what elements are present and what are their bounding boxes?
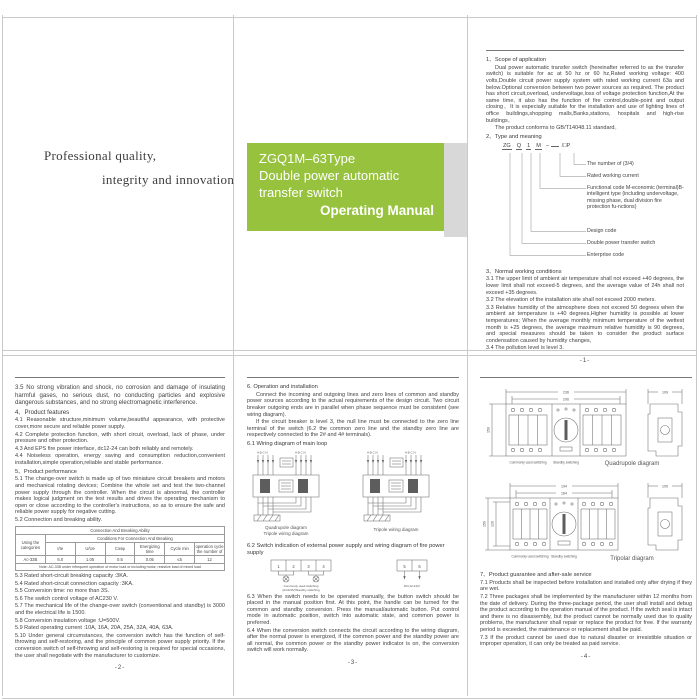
paragraph-5-8: 5.8 Conversion insulation voltage :U=500V. [15,617,121,624]
paragraph-5-3: 5.3 Rated short-circuit breaking capacity :3KA. [15,573,129,580]
dimension-outer-width: 236 [563,390,569,395]
section-4-title: 4、Product features [15,408,70,416]
page-header-rule [15,377,225,378]
type-label-number: The number of (3/4) [587,160,634,167]
model-blank [551,146,559,147]
cover-accent-strip [444,143,467,237]
drawing-caption: Quadrupole diagram [604,461,660,467]
dimension-height-inner: 126 [490,521,495,527]
terminal-wiring-diagram [247,558,459,594]
connection-breaking-table [15,526,225,571]
page-1 [486,50,684,365]
type-label-design: Design code [587,227,617,234]
model-part: – [545,142,550,149]
phase-labels: A B C N [367,450,378,455]
drawing-caption: Tripolar diagram [610,556,654,562]
type-label-function: Functional code M-economic (terminal)B-intelligent type (including undervoltage, missing phase, dual division fire protection fu-nctions) [587,184,684,211]
drawing-label-common: Commonly used switching [511,554,549,559]
cover-title-line2: Double power automatic [259,168,400,183]
grid-line [2,17,697,18]
drawing-label-common: Commonly used switching [509,460,547,465]
main-loop-wiring-diagram [247,449,459,541]
grid-line [2,698,697,699]
table-col-header: U/Ue [75,542,105,555]
dimension-inner-width: 164 [561,491,567,496]
terminal-number: 3 [307,563,310,569]
section-6-paragraph: Connect the incoming and outgoing lines and zero lines of common and standby power sources according to the actual requirements of the design circuit. Two circuit breaker outgoing ends are in parallel when phase sequence must be consistent (see wiring diagram). [247,391,459,418]
table-col0-header: Using the categories [16,534,46,555]
section-5-title: 5、Product performance [15,468,77,475]
paragraph-7-3: 7.3 If the product cannot be used due to natural disaster or irresistible situation or improper operation, it can only be treated as paid service. [480,634,692,648]
dimension-height: 150 [482,521,487,527]
table-title: Connection And Breaking Ability [16,526,225,534]
cover-title-line3: transfer switch [259,185,343,200]
cover-title-box [247,143,444,231]
grid-line [233,15,234,696]
table-cell: Ac-33B [16,555,46,563]
terminal-number: 5 [403,563,406,569]
page-2 [15,377,225,672]
wiring-caption-right: Tripole wiring diagram [373,526,419,532]
table-cell: 0.05 [135,555,165,563]
terminal-number: 6 [418,563,421,569]
section-3-title: 3、Normal working conditions [486,268,562,275]
section-6-2-title: 6.2 Switch indication of external power supply and wiring diagram of fire power supply [247,542,445,556]
section-1-standard: The product conforms to GB/T14048.11 standard。 [495,125,620,132]
table-col-header: I/Ie [45,542,75,555]
table-cell: 1.05 [75,555,105,563]
back-cover-slogan-line2: integrity and innovation [102,172,235,187]
dimension-outer-width: 194 [561,484,567,489]
section-1-paragraph: Dual power automatic transfer switch (hereinafter referred to as the transfer switch) is suitable for ac at 50 hz or 60 hz,Rated working voltage: 400 volts,Double circuit power supply system with rated working current 63a and below.Optional conversion between two power sources as required. The product has short circuit,overload, undervoltage,loss of voltage protection function,At the same time, it also has the function of fire control,double-point and output closing。It is especially suitable for the installation and use of lighting lines of office buildings,shopping malls,Banks,stations, hospitals and high-rise buildings。 [486,64,684,124]
terminal-label-1: Commonly used switching [283,583,319,588]
terminal-label-3: DC(12-24)V [403,583,421,588]
section-1-title: 1、Scope of application [486,57,547,63]
terminal-number: 2 [292,563,295,569]
section-6-1-title: 6.1 Wiring diagram of main loop [247,441,328,447]
table-col-header: operation cycle the number of [195,543,224,554]
page-header-rule [247,377,459,378]
section-2-title: 2、Type and meaning [486,133,542,140]
section-3-paragraph: 3.1 The upper limit of ambient air temperature shall not exceed +40 degrees, the lower limit shall not exceed-5 degrees, and the average value of 24h shall not exceed +35 degrees. [486,276,684,296]
grid-line [467,15,468,696]
cover-title [259,150,399,201]
page-number: -4- [580,653,592,660]
paragraph-4-3: 4.3 And EPS fire power interface, dc12-24 can both reliably and remotely. [15,445,194,452]
model-part: ZG [503,142,511,149]
section-6-title: 6. Operation and installation [247,384,318,390]
drawing-label-standby: Standby switching [551,554,577,559]
section-3-paragraph: 3.3 Relative humidity of the atmosphere does not exceed 50 degrees when the ambient air temperature is +40 degrees,Higher humidity is possible at lower temperatures; When the average monthly minimum temperature of the wettest month is +25 degrees, the average maximum relative humidity is 90 degrees, and special measures should be taken to consider the product surface condensation caused by humidity changes, [486,304,684,344]
page-number: -1- [579,358,591,364]
tripolar-dimension-drawing [480,480,692,568]
page-number: -2- [114,665,126,672]
model-suffix: /□P [561,142,571,149]
phase-labels: A B C N [257,450,268,455]
section-3-paragraph: 3.4 The pollution level is level 3. [486,345,564,352]
section-6-paragraph: If the circuit breaker is level 3, the null line must be connected to the zero line terminal of the switch (6.2 the common zero line and the standby zero line are respectively connected to the 2# and 4# terminals). [247,419,459,439]
paragraph-6-4: 6.4 When the conversion switch connects the circuit according to the wiring diagram, after the normal power is energized, if the common power and the standby power are all normal, the common power or the standby power indicator is on, the conversion switch will work normally. [247,627,459,654]
table-cell: 12 [195,555,225,563]
paragraph-7-2: 7.2 Three packages shall be implemented by the manufacturer within 12 months from the date of delivery. During the three-package period, the user shall install and debug the product according to the operation manual of the product. If the switch seal is intact and there is no disassembly, but the product cannot be normally used due to quality problems, the manufacturer shall repair or replace the product for free. If the warranty period is exceeded, the maintenance or replacement shall be paid. [480,594,692,633]
table-col-header: Cycle min [165,542,195,555]
section-3-paragraph: 3.2 The elevation of the installation site shall not exceed 2000 meters. [486,297,656,304]
paragraph-5-5: 5.5 Conversion time: no more than 3S. [15,588,110,595]
paragraph-7-1: 7.1 Products shall be inspected before installation and installed only after drying if they are wet. [480,579,692,593]
model-part: Q [516,142,522,149]
page-number: -3- [347,659,359,666]
type-meaning-diagram [486,143,684,267]
model-part: 1 [527,142,531,149]
page-3 [247,377,459,667]
paragraph-5-9: 5.9 Rated operating current :10A, 16A, 20A, 25A, 32A, 40A, 63A. [15,625,174,632]
model-code [502,143,570,151]
paragraph-5-7: 5.7 The mechanical life of the change-over switch (conventional and standby) is 3000 and the electrical life is 1500. [15,603,225,617]
paragraph-5-6: 5.6 The switch control voltage of AC230 V. [15,595,119,602]
table-note: Note: AC-33B under infrequent operation of motor load or including motor, resistive load of mixed load [16,563,225,570]
table-col-header: Energizing time [135,542,165,555]
dimension-height: 150 [486,427,491,433]
type-label-enterprise: Enterprise code [587,251,625,258]
table-col-header: Cosφ [105,542,135,555]
table-group-header: Conditions For Connection And Breaking [45,534,224,542]
dimension-inner-width: 206 [563,397,569,402]
dimension-side-depth: 109 [662,484,668,489]
page-header-rule [480,377,692,378]
page-4 [480,377,692,661]
table-cell: 6.0 [45,555,75,563]
table-cell: ≤5 [165,555,195,563]
type-label-switch: Double power transfer switch [587,239,656,246]
grid-line [2,15,3,696]
model-part: M [536,142,541,149]
dimension-side-depth: 109 [662,390,668,395]
cover-title-line1: ZGQ1M–63Type [259,151,356,166]
paragraph-5-4: 5.4 Rated short-circuit connection capacity :3KA. [15,580,134,587]
drawing-label-standby: Standby switching [553,460,579,465]
wiring-caption-left-2: Tripole wiring diagram [263,530,309,536]
quadrupole-dimension-drawing [480,384,692,476]
page-header-rule [486,50,684,51]
paragraph-4-4: 4.4 Noiseless operation, energy saving and consumption reduction,convenient installation,simple operation,reliable and stable performance. [15,453,225,466]
cover-subtitle: Operating Manual [319,203,434,218]
paragraph-4-2: 4.2 Complete protection function, with short circuit, overload, lack of phase, under pressure and other protection. [15,431,225,445]
terminal-number: 4 [322,563,325,569]
grid-line [696,15,697,696]
paragraph-4-1: 4.1 Reasonable structure,minimum volume,beautiful appearance, with protective cover,more secure and reliable power supply. [15,417,225,431]
paragraph-5-10: 5.10 Under general circumstances, the conversion switch has the function of self-throwing and self-restoring, and the principle of common power supply priority. If the conversion switch of self-throwing and self-restoring is required for special occasions, the user shall negotiate with the manufacturer to customize. [15,632,225,659]
type-label-current: Rated working current [587,172,639,179]
back-cover-slogan-line1: Professional quality, [44,148,157,163]
paragraph-5-1: 5.1 The change-over switch is made up of two miniature circuit breakers and motors and mechanical rotating devices; Combine the whole set and test the two-channel power supply through the controller. When the circuit is abnormal, the controller makes logical judgment on the test results and drives the operating mechanism to open or close according to the controller's instructions, so as to ensure the safe and reliable power supply for negative cutting. [15,476,225,516]
terminal-number: 1 [277,563,280,569]
wiring-caption-left-1: Quadrupole diagram [265,524,307,530]
phase-labels: A B C N [295,450,306,455]
terminal-label-2: (AC220V)Standby switching [282,587,320,592]
section-7-title: 7、Product guarantee and after-sale service [480,572,592,578]
table-cell: 0.5 [105,555,135,563]
paragraph-5-2: 5.2 Connection and breaking ability. [15,517,103,523]
phase-labels: A B C N [405,450,416,455]
paragraph-6-3: 6.3 When the switch needs to be operated manually, the button switch should be placed in the manual position first. At this point, the handle can be turned for the common and standby conversion. Press the manual/automatic button. Put control mode in automatic position, switch into automatic state, and common power is preferred. [247,593,459,626]
paragraph-3-5: 3.5 No strong vibration and shock, no corrosion and damage of insulating harmful gases, no serious dust, no conducting particles and explosive dangerous substances, and no strong electromagnetic interference. [15,384,225,407]
